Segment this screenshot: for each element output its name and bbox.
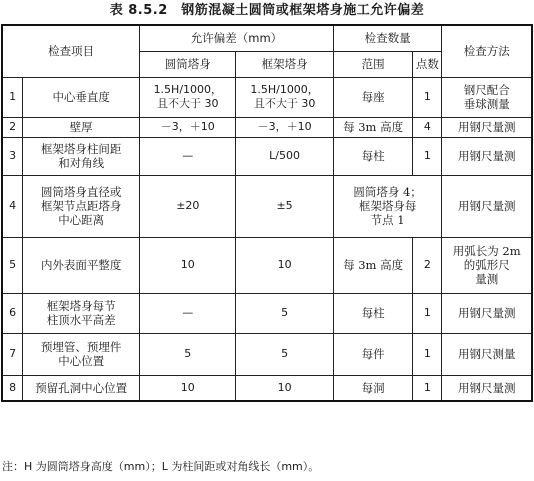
tolerance-table xyxy=(1,24,533,402)
row-method: 用钢尺量测 xyxy=(442,293,532,333)
table-note: 注：H 为圆筒塔身高度（mm）；L 为柱间距或对角线长（mm）。 xyxy=(2,460,320,473)
row-item: 圆筒塔身直径或 框架节点距塔身 中心距离 xyxy=(23,175,140,237)
row-tolerance-frame: 5 xyxy=(236,333,333,375)
row-tolerance-frame: 10 xyxy=(236,375,333,401)
row-item: 内外表面平整度 xyxy=(23,237,140,293)
row-tolerance-cyl: －3，＋10 xyxy=(140,117,236,137)
row-item: 预留孔洞中心位置 xyxy=(23,375,140,401)
row-item: 框架塔身每节 柱顶水平高差 xyxy=(23,293,140,333)
row-range: 每座 xyxy=(333,77,413,117)
table-title: 表 8.5.2 钢筋混凝土圆筒或框架塔身施工允许偏差 xyxy=(109,3,425,18)
table-row xyxy=(2,175,532,237)
row-item: 壁厚 xyxy=(23,117,140,137)
row-number: 1 xyxy=(2,77,23,117)
table-row xyxy=(2,137,532,175)
row-range: 每柱 xyxy=(333,137,413,175)
row-tolerance-cyl: 5 xyxy=(140,333,236,375)
row-range: 每件 xyxy=(333,333,413,375)
row-tolerance-cyl: ±20 xyxy=(140,175,236,237)
row-method: 钢尺配合 垂球测量 xyxy=(442,77,532,117)
row-tolerance-cyl: — xyxy=(140,293,236,333)
row-number: 8 xyxy=(2,375,23,401)
row-tolerance-cyl: 10 xyxy=(140,375,236,401)
row-tolerance-frame: 5 xyxy=(236,293,333,333)
header-method: 检查方法 xyxy=(442,25,532,77)
row-number: 4 xyxy=(2,175,23,237)
header-item: 检查项目 xyxy=(2,25,140,77)
row-range: 圆筒塔身 4； 框架塔身每 节点 1 xyxy=(333,175,442,237)
row-method: 用钢尺测量 xyxy=(442,333,532,375)
row-item: 中心垂直度 xyxy=(23,77,140,117)
header-tolerance-cyl: 圆筒塔身 xyxy=(140,51,236,77)
row-item: 框架塔身柱间距 和对角线 xyxy=(23,137,140,175)
table-row xyxy=(2,77,532,117)
row-number: 6 xyxy=(2,293,23,333)
table-row xyxy=(2,375,532,401)
row-points: 2 xyxy=(413,237,442,293)
row-method: 用钢尺量测 xyxy=(442,117,532,137)
row-method: 用钢尺量测 xyxy=(442,137,532,175)
row-points: 1 xyxy=(413,77,442,117)
row-item: 预埋管、预埋件 中心位置 xyxy=(23,333,140,375)
header-range: 范围 xyxy=(333,51,413,77)
row-tolerance-cyl: 1.5H/1000， 且不大于 30 xyxy=(140,77,236,117)
row-tolerance-frame: 1.5H/1000， 且不大于 30 xyxy=(236,77,333,117)
row-range: 每 3m 高度 xyxy=(333,237,413,293)
header-points: 点数 xyxy=(413,51,442,77)
row-tolerance-cyl: 10 xyxy=(140,237,236,293)
row-number: 3 xyxy=(2,137,23,175)
table-row xyxy=(2,237,532,293)
row-tolerance-frame: －3，＋10 xyxy=(236,117,333,137)
header-qty: 检查数量 xyxy=(333,25,442,51)
row-range: 每 3m 高度 xyxy=(333,117,413,137)
row-method: 用钢尺量测 xyxy=(442,375,532,401)
row-tolerance-frame: L/500 xyxy=(236,137,333,175)
row-tolerance-cyl: — xyxy=(140,137,236,175)
row-tolerance-frame: 10 xyxy=(236,237,333,293)
row-number: 7 xyxy=(2,333,23,375)
row-points: 1 xyxy=(413,375,442,401)
row-number: 2 xyxy=(2,117,23,137)
row-points: 1 xyxy=(413,293,442,333)
row-number: 5 xyxy=(2,237,23,293)
table-row xyxy=(2,293,532,333)
header-tolerance-frame: 框架塔身 xyxy=(236,51,333,77)
row-points: 4 xyxy=(413,117,442,137)
table-row xyxy=(2,117,532,137)
row-range: 每柱 xyxy=(333,293,413,333)
row-points: 1 xyxy=(413,333,442,375)
row-tolerance-frame: ±5 xyxy=(236,175,333,237)
row-method: 用钢尺量测 xyxy=(442,175,532,237)
header-tolerance: 允许偏差（mm） xyxy=(140,25,334,51)
table-row xyxy=(2,333,532,375)
row-method: 用弧长为 2m 的弧形尺 量测 xyxy=(442,237,532,293)
row-points: 1 xyxy=(413,137,442,175)
row-range: 每洞 xyxy=(333,375,413,401)
